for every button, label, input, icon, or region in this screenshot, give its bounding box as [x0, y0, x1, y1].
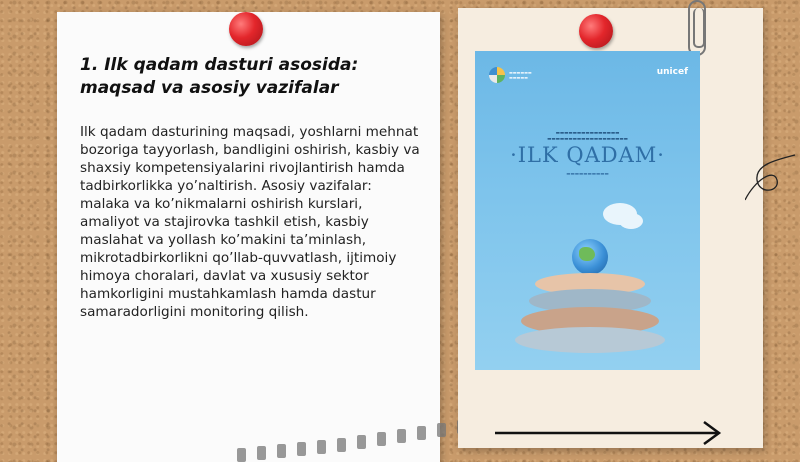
ilk-qadam-book-cover — [475, 51, 700, 370]
cover-subtitle: ▬▬▬▬▬▬▬▬▬▬ — [566, 172, 609, 177]
pushpin-icon — [579, 14, 613, 48]
unicef-logo: unicef — [656, 67, 688, 77]
cover-title: ·ILK QADAM· — [510, 143, 665, 167]
book-stack-illustration — [515, 327, 665, 353]
globe-illustration — [572, 239, 608, 275]
arrow-right-icon — [490, 418, 730, 448]
paperclip-icon — [688, 0, 706, 56]
string-decoration — [745, 150, 800, 210]
cloud-illustration — [619, 213, 643, 229]
cover-small-text: ▬▬▬▬▬▬▬▬▬▬▬▬▬▬▬ ▬▬▬▬▬▬▬▬▬▬▬▬▬▬▬▬▬▬▬ — [547, 131, 628, 142]
logo-emblem-icon — [489, 67, 505, 83]
pushpin-icon — [229, 12, 263, 46]
section-heading: 1. Ilk qadam dasturi asosida: maqsad va asosiy vazifalar — [80, 55, 359, 98]
section-body-text: Ilk qadam dasturining maqsadi, yoshlarni mehnat bozoriga tayyorlash, bandligini oshirish, kasbiy va shaxsiy kompetensiyalarini rivojlantirish hamda tadbirkorlikka yo’naltirish. Asosiy vazifalar: malaka va ko’nikmalarni oshirish kurslari, amaliyot va stajirovka tashkil etish, kasbiy maslahat va yollash ko’makini ta’minlash, mikrotadbirkorlikni qo’llab-quvvatlash, ijtimoiy himoya choralari, davlat va xususiy sektor hamkorligini mustahkamlash hamda dastur samaradorligini monitoring qilish. — [80, 124, 420, 320]
logo-text-mark: ▬▬▬▬▬▬ ▬▬▬▬▬ — [509, 70, 532, 80]
ministry-logo — [489, 67, 532, 83]
